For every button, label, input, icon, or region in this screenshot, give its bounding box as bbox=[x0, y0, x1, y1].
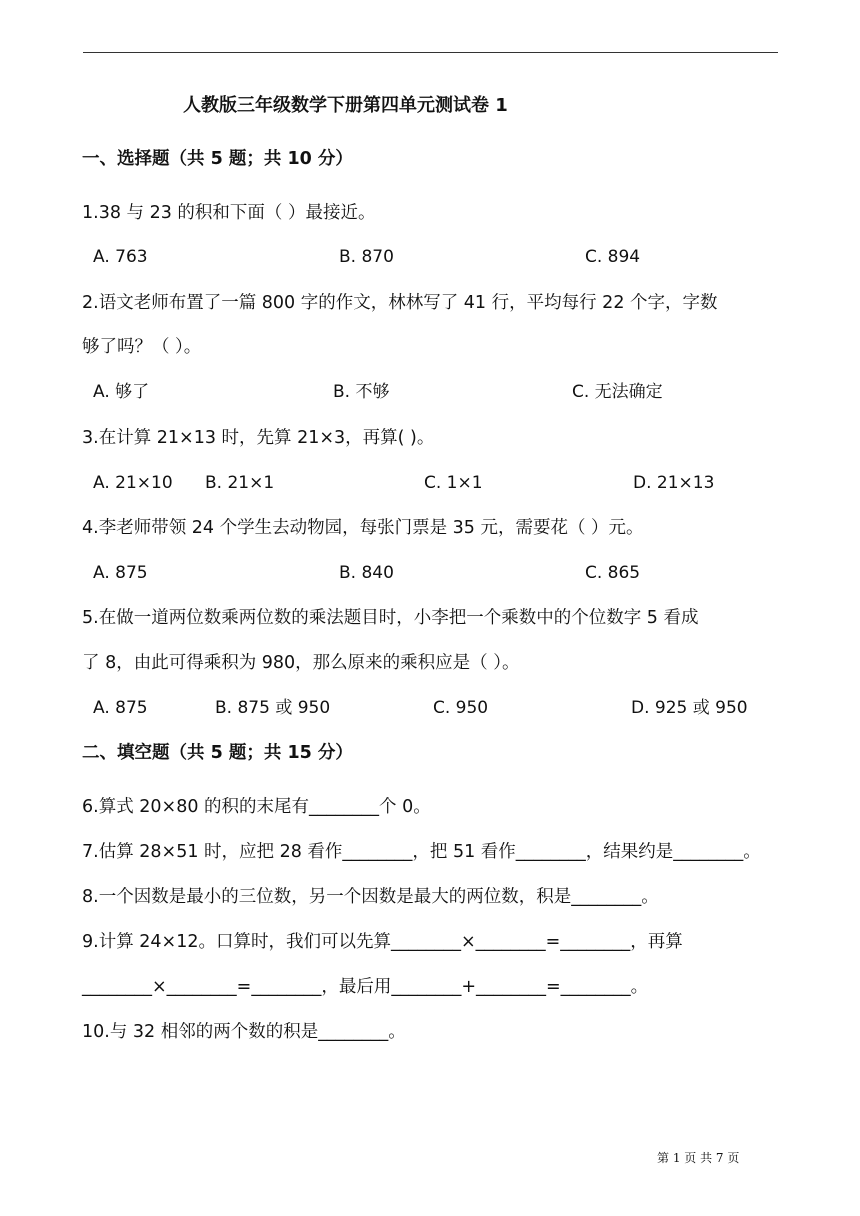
q1-option-c: C. 894 bbox=[585, 247, 641, 267]
q4-option-c: C. 865 bbox=[585, 563, 641, 583]
q4-option-b: B. 840 bbox=[339, 563, 394, 583]
q1-option-a: A. 763 bbox=[93, 247, 148, 267]
q3-option-a: A. 21×10 bbox=[93, 473, 173, 493]
question-7: 7.估算 28×51 时，应把 28 看作________，把 51 看作________，结果约是________。 bbox=[82, 842, 761, 862]
page-footer: 第 1 页 共 7 页 bbox=[657, 1151, 740, 1165]
page-title: 人教版三年级数学下册第四单元测试卷 1 bbox=[183, 95, 508, 116]
section-title-fill-blank: 二、填空题（共 5 题；共 15 分） bbox=[82, 743, 353, 763]
q4-option-a: A. 875 bbox=[93, 563, 148, 583]
question-4: 4.李老师带领 24 个学生去动物园，每张门票是 35 元，需要花（ ）元。 bbox=[82, 518, 644, 538]
header-rule bbox=[83, 52, 778, 53]
q5-option-a: A. 875 bbox=[93, 698, 148, 718]
question-6: 6.算式 20×80 的积的末尾有________个 0。 bbox=[82, 797, 431, 817]
q5-option-b: B. 875 或 950 bbox=[215, 698, 331, 718]
q2-option-c: C. 无法确定 bbox=[572, 382, 663, 402]
q2-option-b: B. 不够 bbox=[333, 382, 390, 402]
q2-option-a: A. 够了 bbox=[93, 382, 150, 402]
question-2-line-2: 够了吗？（ ）。 bbox=[82, 337, 202, 357]
question-5-line-1: 5.在做一道两位数乘两位数的乘法题目时，小李把一个乘数中的个位数字 5 看成 bbox=[82, 608, 699, 628]
q3-option-c: C. 1×1 bbox=[424, 473, 483, 493]
q3-option-b: B. 21×1 bbox=[205, 473, 275, 493]
q3-option-d: D. 21×13 bbox=[633, 473, 715, 493]
question-2-line-1: 2.语文老师布置了一篇 800 字的作文，林林写了 41 行，平均每行 22 个字，字数 bbox=[82, 293, 718, 313]
question-1: 1.38 与 23 的积和下面（ ）最接近。 bbox=[82, 203, 376, 223]
question-10: 10.与 32 相邻的两个数的积是________。 bbox=[82, 1022, 406, 1042]
question-9-line-2: ________×________=________，最后用________+________=________。 bbox=[82, 977, 649, 997]
q1-option-b: B. 870 bbox=[339, 247, 394, 267]
question-9-line-1: 9.计算 24×12。口算时，我们可以先算________×________=________，再算 bbox=[82, 932, 683, 952]
q5-option-c: C. 950 bbox=[433, 698, 489, 718]
q5-option-d: D. 925 或 950 bbox=[631, 698, 748, 718]
question-3: 3.在计算 21×13 时，先算 21×3，再算( )。 bbox=[82, 428, 435, 448]
section-title-choice: 一、选择题（共 5 题；共 10 分） bbox=[82, 149, 353, 169]
question-5-line-2: 了 8，由此可得乘积为 980，那么原来的乘积应是（ ）。 bbox=[82, 653, 520, 673]
question-8: 8.一个因数是最小的三位数，另一个因数是最大的两位数，积是________。 bbox=[82, 887, 659, 907]
